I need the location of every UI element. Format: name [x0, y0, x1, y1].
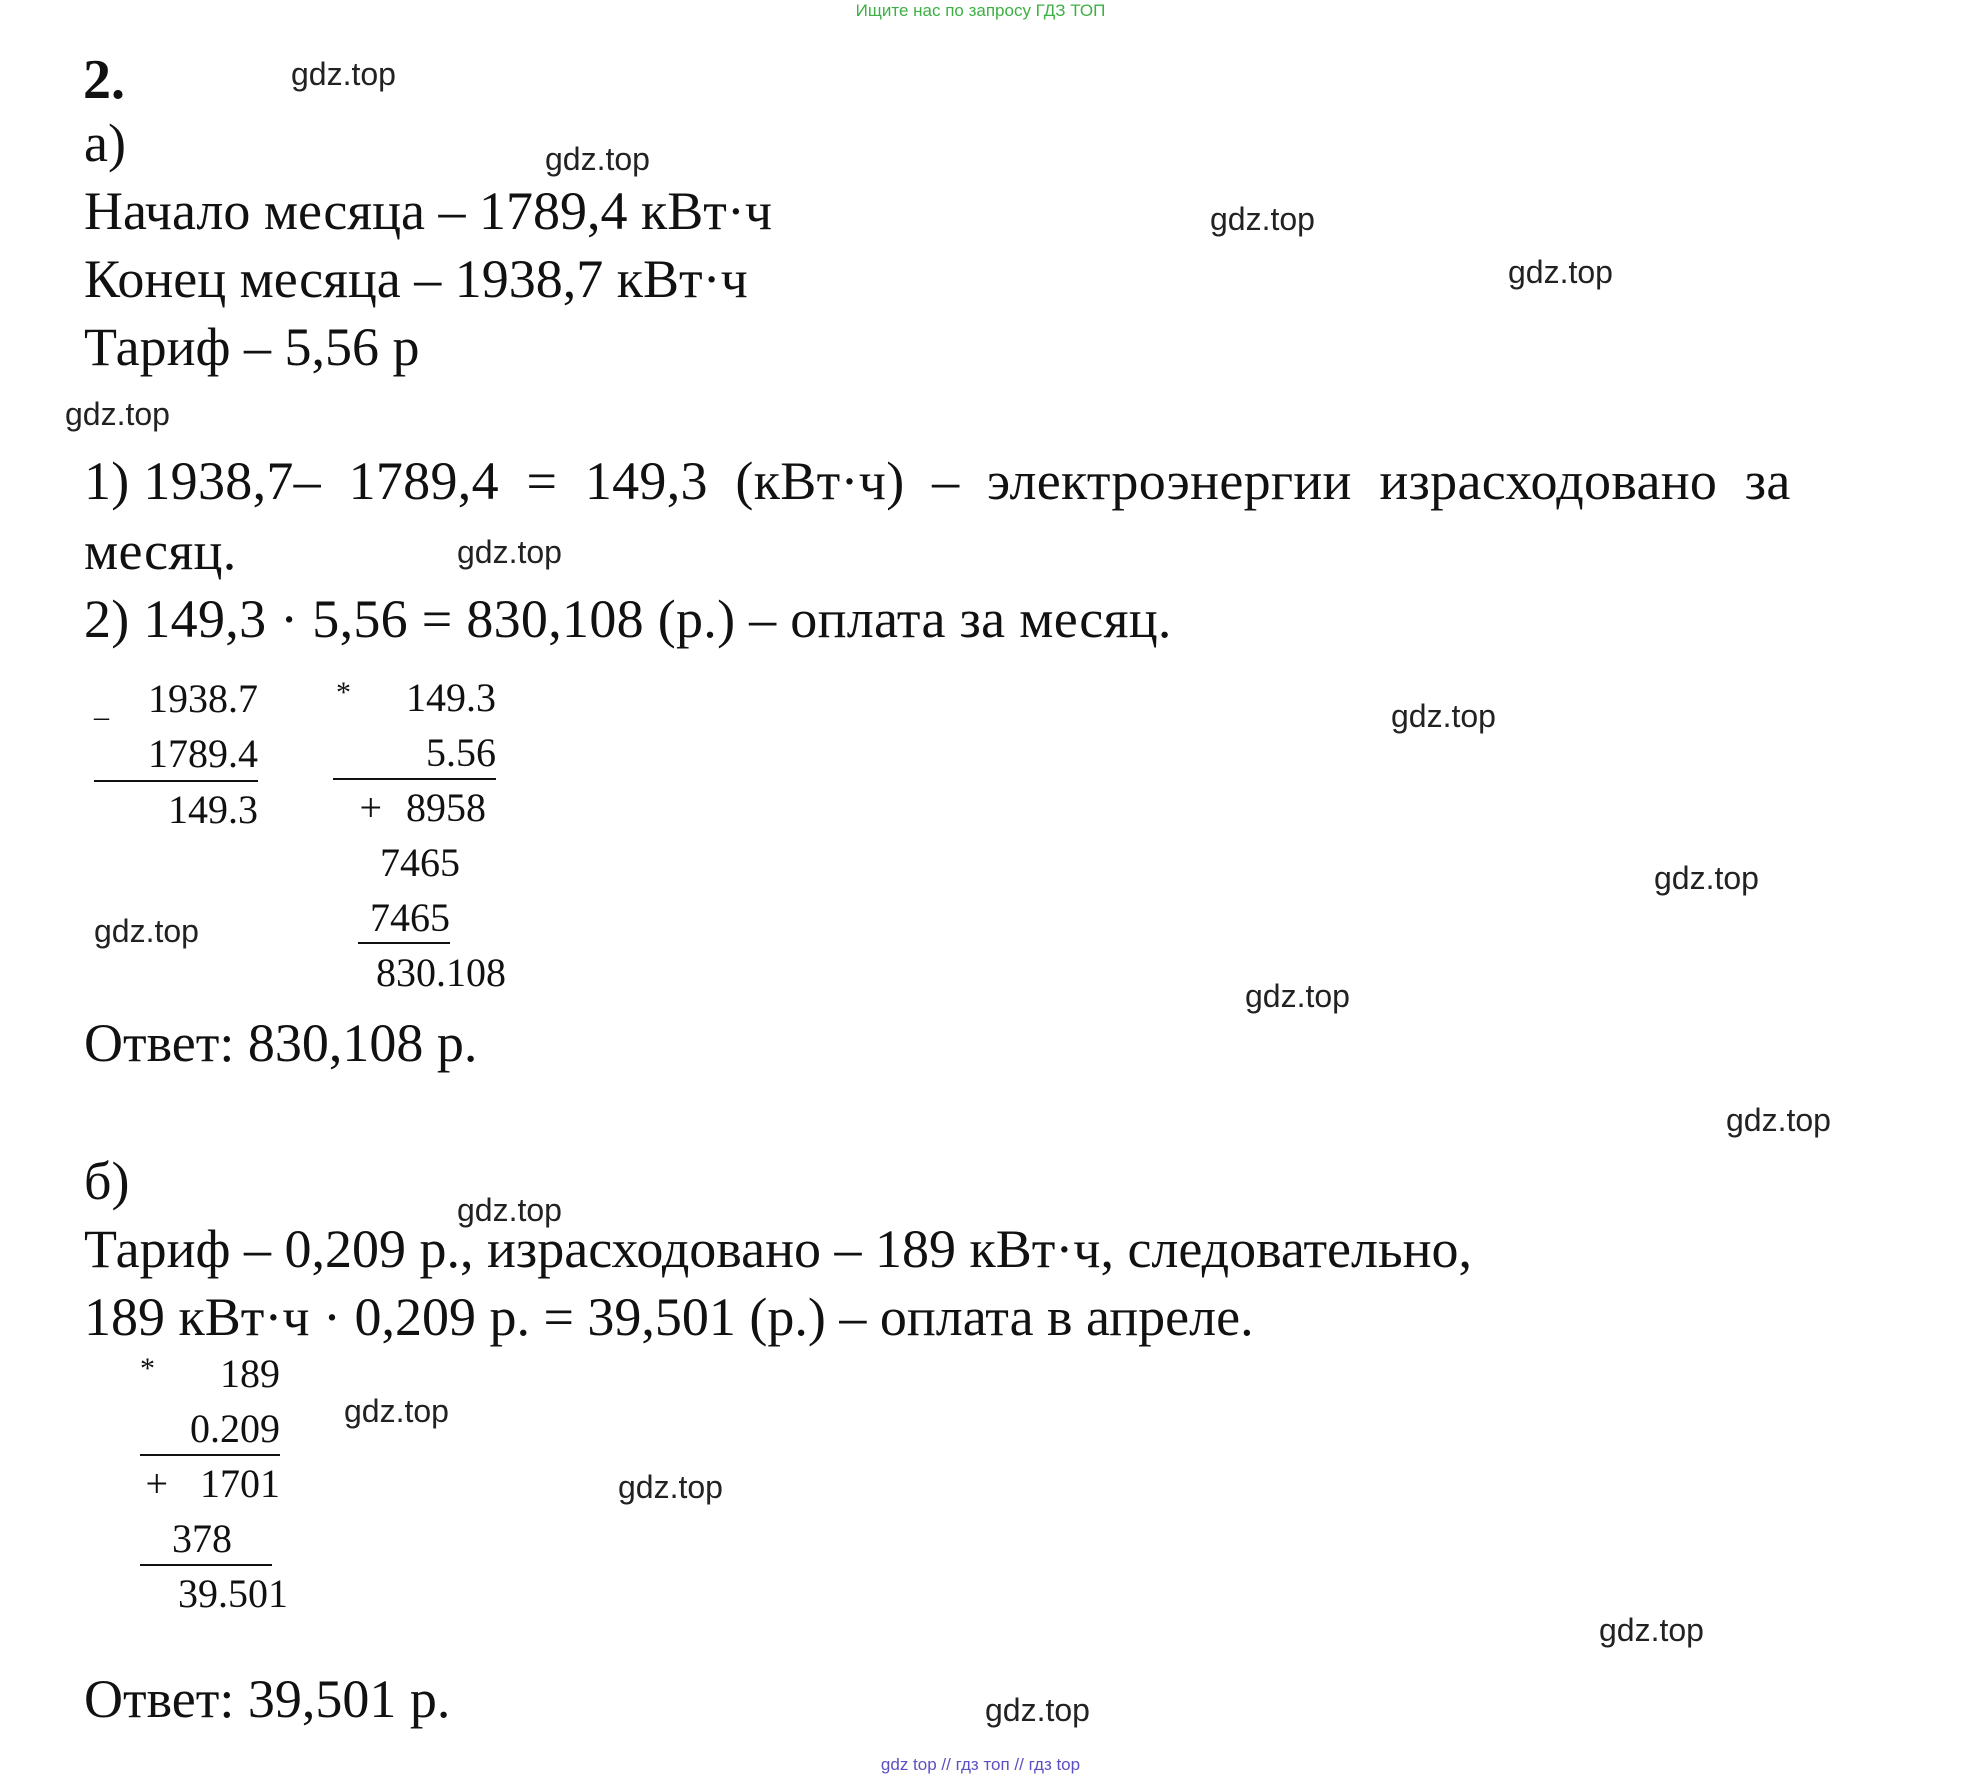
- subtrahend: 1789.4: [148, 731, 258, 776]
- multiply-sign: *: [140, 1352, 155, 1385]
- partial-product: 1701: [200, 1461, 280, 1506]
- factor-1: 189: [220, 1351, 280, 1396]
- step-1-line-2: месяц.: [84, 521, 237, 581]
- product: 39.501: [178, 1571, 288, 1616]
- partial-product: 378: [172, 1516, 232, 1561]
- watermark: gdz.top: [545, 141, 650, 177]
- given-line: Тариф – 5,56 р: [84, 317, 420, 377]
- multiplication-rule: [140, 1454, 280, 1456]
- watermark: gdz.top: [618, 1469, 723, 1505]
- watermark: gdz.top: [1726, 1102, 1831, 1138]
- plus-sign: +: [359, 785, 382, 830]
- step-2-line: 2) 149,3 · 5,56 = 830,108 (р.) – оплата за месяц.: [84, 589, 1172, 649]
- watermark: gdz.top: [457, 534, 562, 570]
- partial-product: 7465: [380, 840, 460, 885]
- minuend: 1938.7: [148, 676, 258, 721]
- plus-sign: +: [145, 1461, 168, 1506]
- factor-2: 5.56: [426, 730, 496, 775]
- task-number: 2.: [83, 49, 125, 111]
- answer-b: Ответ: 39,501 р.: [84, 1669, 451, 1729]
- part-b-line-2: 189 кВт·ч · 0,209 р. = 39,501 (р.) – оплата в апреле.: [84, 1287, 1254, 1347]
- multiplication-rule: [333, 778, 496, 780]
- footer-note[interactable]: gdz top // гдз топ // гдз top: [880, 1755, 1081, 1774]
- watermark: gdz.top: [1654, 860, 1759, 896]
- watermark: gdz.top: [291, 56, 396, 92]
- factor-1: 149.3: [406, 675, 496, 720]
- header-note[interactable]: Ищите нас по запросу ГДЗ ТОП: [855, 1, 1106, 20]
- subtraction-rule: [94, 780, 258, 782]
- watermark: gdz.top: [65, 396, 170, 432]
- watermark: gdz.top: [985, 1692, 1090, 1728]
- watermark: gdz.top: [1599, 1612, 1704, 1648]
- partials-rule: [358, 942, 450, 944]
- watermark: gdz.top: [1210, 201, 1315, 237]
- watermark: gdz.top: [457, 1192, 562, 1228]
- watermark: gdz.top: [1391, 698, 1496, 734]
- given-line: Конец месяца – 1938,7 кВт·ч: [84, 249, 748, 309]
- watermark: gdz.top: [1245, 978, 1350, 1014]
- part-a-label: а): [84, 113, 126, 173]
- part-b-label: б): [84, 1151, 130, 1211]
- product: 830.108: [376, 950, 506, 995]
- factor-2: 0.209: [190, 1406, 280, 1451]
- watermark: gdz.top: [94, 913, 199, 949]
- step-1-line-1: 1) 1938,7– 1789,4 = 149,3 (кВт·ч) – электроэнергии израсходовано за: [84, 451, 1791, 511]
- given-line: Начало месяца – 1789,4 кВт·ч: [84, 181, 772, 241]
- answer-a: Ответ: 830,108 р.: [84, 1013, 478, 1073]
- partials-rule: [140, 1564, 272, 1566]
- minus-sign: _: [94, 690, 109, 723]
- watermark: gdz.top: [344, 1393, 449, 1429]
- difference: 149.3: [168, 787, 258, 832]
- partial-product: 8958: [406, 785, 486, 830]
- part-b-line-1: Тариф – 0,209 р., израсходовано – 189 кВт·ч, следовательно,: [84, 1219, 1472, 1279]
- partial-product: 7465: [370, 895, 450, 940]
- multiply-sign: *: [336, 676, 351, 709]
- watermark: gdz.top: [1508, 254, 1613, 290]
